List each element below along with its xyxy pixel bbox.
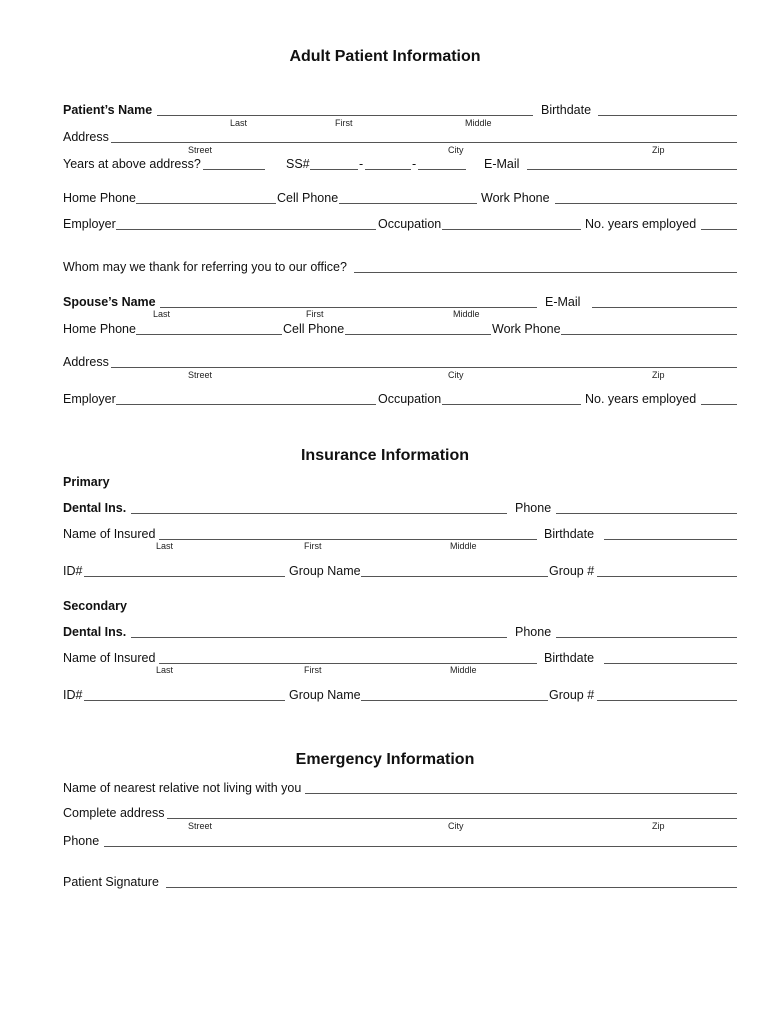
- primary-insured-field[interactable]: [159, 539, 537, 540]
- primary-group-name-field[interactable]: [361, 576, 548, 577]
- patient-address-label: Address: [63, 130, 109, 144]
- patient-employer-field[interactable]: [116, 229, 376, 230]
- spouse-email-field[interactable]: [592, 307, 737, 308]
- patient-years-employed-label: No. years employed: [585, 217, 697, 231]
- ss-label: SS#: [286, 157, 310, 171]
- spouse-years-employed-field[interactable]: [701, 404, 737, 405]
- referral-field[interactable]: [354, 272, 737, 273]
- spouse-work-phone-field[interactable]: [561, 334, 737, 335]
- secondary-insured-field[interactable]: [159, 663, 537, 664]
- secondary-group-name-label: Group Name: [289, 688, 361, 702]
- secondary-id-label: ID#: [63, 688, 83, 702]
- emergency-phone-field[interactable]: [104, 846, 737, 847]
- primary-group-name-label: Group Name: [289, 564, 361, 578]
- complete-address-label: Complete address: [63, 806, 165, 820]
- complete-address-field[interactable]: [167, 818, 737, 819]
- emergency-phone-label: Phone: [63, 834, 100, 848]
- secondary-dental-field[interactable]: [131, 637, 507, 638]
- patient-cell-phone-label: Cell Phone: [277, 191, 339, 205]
- signature-field[interactable]: [166, 887, 737, 888]
- secondary-sub-middle: Middle: [450, 665, 477, 675]
- emergency-sub-zip: Zip: [652, 821, 665, 831]
- spouse-home-phone-field[interactable]: [136, 334, 282, 335]
- patient-name-field[interactable]: [157, 115, 533, 116]
- insurance-heading: Insurance Information: [300, 447, 470, 464]
- patient-years-employed-field[interactable]: [701, 229, 737, 230]
- spouse-employer-field[interactable]: [116, 404, 376, 405]
- patient-home-phone-field[interactable]: [136, 203, 276, 204]
- patient-work-phone-label: Work Phone: [481, 191, 550, 205]
- patient-address-field[interactable]: [111, 142, 737, 143]
- spouse-home-phone-label: Home Phone: [63, 322, 136, 336]
- primary-birthdate-label: Birthdate: [544, 527, 595, 541]
- primary-phone-label: Phone: [515, 501, 552, 515]
- secondary-phone-label: Phone: [515, 625, 552, 639]
- primary-group-no-field[interactable]: [597, 576, 737, 577]
- patient-cell-phone-field[interactable]: [339, 203, 477, 204]
- patient-sub-middle: Middle: [465, 118, 492, 128]
- secondary-heading: Secondary: [63, 599, 127, 613]
- patient-email-field[interactable]: [527, 169, 737, 170]
- patient-sub-zip: Zip: [652, 145, 665, 155]
- patient-sub-street: Street: [188, 145, 213, 155]
- patient-birthdate-field[interactable]: [598, 115, 737, 116]
- secondary-group-name-field[interactable]: [361, 700, 548, 701]
- spouse-employer-label: Employer: [63, 392, 116, 406]
- spouse-occupation-label: Occupation: [378, 392, 442, 406]
- primary-id-label: ID#: [63, 564, 83, 578]
- ss-dash-1: -: [359, 157, 364, 171]
- spouse-sub-city: City: [448, 370, 464, 380]
- secondary-phone-field[interactable]: [556, 637, 737, 638]
- relative-field[interactable]: [305, 793, 737, 794]
- patient-name-label: Patient’s Name: [63, 103, 153, 117]
- ss-field-3[interactable]: [418, 169, 466, 170]
- primary-group-no-label: Group #: [549, 564, 595, 578]
- primary-insured-label: Name of Insured: [63, 527, 156, 541]
- patient-sub-last: Last: [230, 118, 248, 128]
- ss-field-2[interactable]: [365, 169, 411, 170]
- secondary-dental-label: Dental Ins.: [63, 625, 127, 639]
- patient-email-label: E-Mail: [484, 157, 520, 171]
- primary-id-field[interactable]: [84, 576, 285, 577]
- secondary-id-field[interactable]: [84, 700, 285, 701]
- patient-sub-first: First: [335, 118, 353, 128]
- spouse-name-field[interactable]: [160, 307, 537, 308]
- spouse-address-label: Address: [63, 355, 109, 369]
- ss-field-1[interactable]: [310, 169, 358, 170]
- patient-home-phone-label: Home Phone: [63, 191, 136, 205]
- spouse-work-phone-label: Work Phone: [492, 322, 561, 336]
- primary-sub-last: Last: [156, 541, 174, 551]
- secondary-group-no-label: Group #: [549, 688, 595, 702]
- years-at-address-field[interactable]: [203, 169, 265, 170]
- secondary-sub-last: Last: [156, 665, 174, 675]
- spouse-sub-first: First: [306, 309, 324, 319]
- patient-occupation-label: Occupation: [378, 217, 442, 231]
- secondary-sub-first: First: [304, 665, 322, 675]
- secondary-insured-label: Name of Insured: [63, 651, 156, 665]
- spouse-sub-zip: Zip: [652, 370, 665, 380]
- spouse-occupation-field[interactable]: [442, 404, 581, 405]
- secondary-birthdate-field[interactable]: [604, 663, 737, 664]
- spouse-years-employed-label: No. years employed: [585, 392, 697, 406]
- spouse-cell-phone-field[interactable]: [345, 334, 491, 335]
- spouse-sub-last: Last: [153, 309, 171, 319]
- emergency-sub-street: Street: [188, 821, 213, 831]
- spouse-sub-street: Street: [188, 370, 213, 380]
- secondary-birthdate-label: Birthdate: [544, 651, 595, 665]
- patient-birthdate-label: Birthdate: [541, 103, 592, 117]
- patient-work-phone-field[interactable]: [555, 203, 737, 204]
- ss-dash-2: -: [412, 157, 417, 171]
- primary-heading: Primary: [63, 475, 110, 489]
- primary-sub-middle: Middle: [450, 541, 477, 551]
- secondary-group-no-field[interactable]: [597, 700, 737, 701]
- relative-label: Name of nearest relative not living with you: [63, 781, 302, 795]
- referral-label: Whom may we thank for referring you to our office?: [63, 260, 347, 274]
- page-title: Adult Patient Information: [289, 48, 481, 65]
- primary-sub-first: First: [304, 541, 322, 551]
- primary-dental-label: Dental Ins.: [63, 501, 127, 515]
- years-at-address-label: Years at above address?: [63, 157, 201, 171]
- emergency-sub-city: City: [448, 821, 464, 831]
- spouse-sub-middle: Middle: [453, 309, 480, 319]
- patient-employer-label: Employer: [63, 217, 116, 231]
- signature-label: Patient Signature: [63, 875, 159, 889]
- primary-birthdate-field[interactable]: [604, 539, 737, 540]
- spouse-email-label: E-Mail: [545, 295, 581, 309]
- patient-sub-city: City: [448, 145, 464, 155]
- primary-dental-field[interactable]: [131, 513, 507, 514]
- emergency-heading: Emergency Information: [295, 751, 475, 768]
- patient-occupation-field[interactable]: [442, 229, 581, 230]
- primary-phone-field[interactable]: [556, 513, 737, 514]
- spouse-cell-phone-label: Cell Phone: [283, 322, 345, 336]
- spouse-address-field[interactable]: [111, 367, 737, 368]
- spouse-name-label: Spouse’s Name: [63, 295, 156, 309]
